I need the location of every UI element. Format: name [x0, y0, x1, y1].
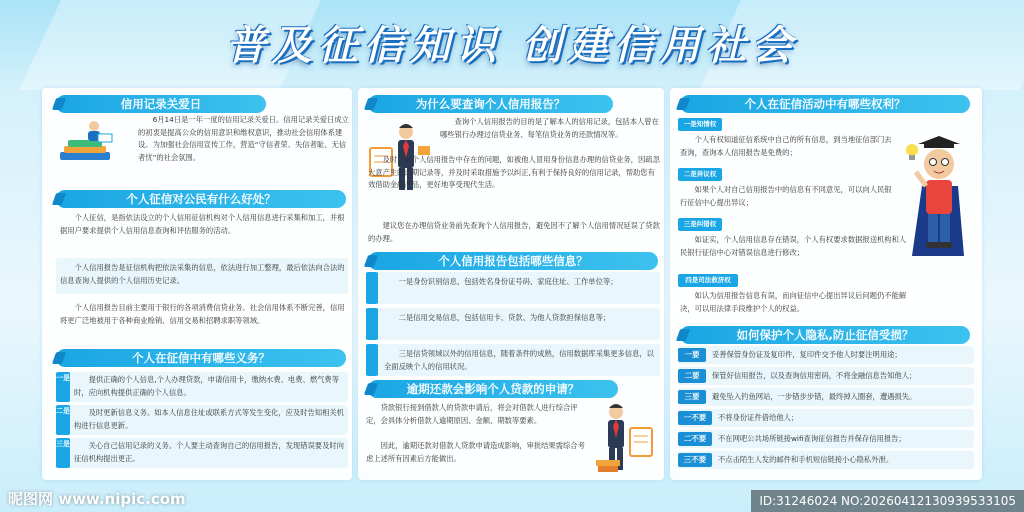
- section-text: 个人信用报告目前主要用于银行的各项消费信贷业务。社会信用体系不断完善，信用将更广泛地被用于各种商业赊销、信用交易和招聘求职等领域。: [60, 303, 345, 325]
- section-text: 因此，逾期还款对借款人贷款申请造成影响，审批结果需综合考虑上述所有因素后方能做出。: [366, 441, 585, 463]
- page-title: 普及征信知识 创建信用社会: [226, 23, 798, 69]
- reading-person-illustration: [56, 116, 136, 166]
- tip-text: 避免坠入钓鱼网站，一步错步步错，最终掉入圈套，遭遇损失。: [712, 392, 917, 401]
- section-heading: 个人征信对公民有什么好处？: [56, 190, 346, 208]
- tip-tag: 一要: [678, 348, 706, 362]
- cartoon-boy-illustration: [904, 136, 976, 276]
- watermark-id: ID:31246024 NO:20260412130939533105: [751, 490, 1024, 512]
- duty-tag: 二是: [56, 405, 70, 435]
- tip-tag: 三不要: [678, 453, 712, 467]
- section-text: 贷款银行接到借款人的贷款申请后，将会对借款人进行综合评定，会具体分析借款人逾期原因、金额、期数等要素。: [366, 403, 578, 425]
- right-text: 个人有权知道征信系统中自己的所有信息，到当地征信部门去查询，查询本人信用报告是免费的；: [680, 135, 892, 157]
- tip-tag: 二不要: [678, 432, 712, 446]
- duty-tag: 三是: [56, 438, 70, 468]
- watermark-logo: 昵图网 www.nipic.com: [8, 490, 186, 508]
- section-text: 个人征信，是指依法设立的个人信用征信机构对个人信用信息进行采集和加工，并根据用户要求提供个人信用信息查询和评估服务的活动。: [60, 213, 345, 235]
- section-text: 6月14日是一年一度的信用记录关爱日。信用记录关爱日成立的初衷是提高公众的信用意识和维权意识，推动社会信用体系建设。为加强社会信用宣传工作，营造“守信者荣、失信者耻、无信者忧”的社会氛围。: [138, 115, 349, 162]
- tip-text: 不在网吧公共场所链接wifi查询征信报告并保存信用报告；: [718, 434, 906, 443]
- right-text: 如果个人对自己信用报告中的信息有不同意见，可以向人民银行征信中心提出异议；: [680, 185, 892, 207]
- info-item-text: 三是信贷领域以外的信用信息，随着条件的成熟，信用数据库采集更多信息，以全面反映个人的信用状况。: [384, 349, 654, 371]
- right-tag: 二是异议权: [678, 168, 722, 181]
- section-text: 及时了解个人信用报告中存在的问题，如被他人冒用身份信息办理的信贷业务，因疏忽大意产生的逾期记录等，并及时采取措施予以纠正,有利于保持良好的信用记录，帮助您有效借助金融产品，更好地享受现代生活。: [368, 155, 660, 189]
- section-heading: 个人在征信中有哪些义务？: [56, 349, 346, 367]
- tip-text: 不将身份证件借给他人；: [718, 413, 799, 422]
- info-item-text: 二是信用交易信息，包括信用卡、贷款、为他人贷款担保信息等；: [398, 313, 611, 322]
- tip-text: 不点击陌生人发的邮件和手机短信链接小心隐私外泄。: [718, 455, 894, 464]
- right-text: 如认为信用报告信息有误，而向征信中心提出异议后问题仍不能解决，可以用法律手段维护个人的权益。: [680, 291, 907, 313]
- info-item-marker: [366, 308, 378, 340]
- section-text: 查询个人信用报告的目的是了解本人的信用记录，包括本人曾在哪些银行办理过信贷业务、每笔信贷业务的还款情况等。: [440, 117, 659, 139]
- section-text: 建议您在办理信贷业务前先查询个人信用报告，避免因不了解个人信用情况延误了贷款的办理。: [368, 221, 660, 243]
- right-text: 如证实，个人信用信息存在错误，个人有权要求数据报送机构和人民银行征信中心对错误信息进行修改；: [680, 235, 907, 257]
- info-item-text: 一是身份识别信息，包括姓名身份证号码、家庭住址、工作单位等；: [398, 277, 618, 286]
- section-heading: 逾期还款会影响个人贷款的申请？: [368, 380, 618, 398]
- info-item-marker: [366, 344, 378, 376]
- right-tag: 一是知情权: [678, 118, 722, 131]
- tip-text: 保管好信用报告，以及查询信用密码，不将金融信息告知他人；: [712, 371, 917, 380]
- section-heading: 信用记录关爱日: [56, 95, 266, 113]
- info-item-marker: [366, 272, 378, 304]
- duty-text: 关心自己信用记录的义务。个人要主动查询自己的信用报告，发现错误要及时向征信机构提出更正。: [74, 441, 344, 463]
- section-heading: 个人在征信活动中有哪些权利？: [680, 95, 970, 113]
- right-tag: 四是司法救济权: [678, 274, 738, 287]
- tip-tag: 二要: [678, 369, 706, 383]
- section-heading: 为什么要查询个人信用报告？: [368, 95, 613, 113]
- section-heading: 如何保护个人隐私,防止征信受损？: [680, 326, 970, 344]
- section-text: 个人信用报告是征信机构把依法采集的信息，依法进行加工整理，最后依法向合法的信息查询人提供的个人信用历史记录。: [60, 263, 345, 285]
- section-heading: 个人信用报告包括哪些信息？: [368, 252, 658, 270]
- duty-text: 提供正确的个人信息,个人办理贷款，申请信用卡，缴纳水费、电费、燃气费等时，应向机构提供正确的个人信息。: [74, 375, 340, 397]
- tip-tag: 三要: [678, 390, 706, 404]
- duty-tag: 一是: [56, 372, 70, 402]
- duty-text: 及时更新信息义务。如本人信息住址或联系方式等发生变化，应及时告知相关机构进行信息更新。: [74, 408, 344, 430]
- tip-tag: 一不要: [678, 411, 712, 425]
- right-tag: 三是纠错权: [678, 218, 722, 231]
- tip-text: 妥善保管身份证及复印件，复印件交予他人时要注明用途；: [712, 350, 902, 359]
- businessman-illustration: [592, 398, 660, 478]
